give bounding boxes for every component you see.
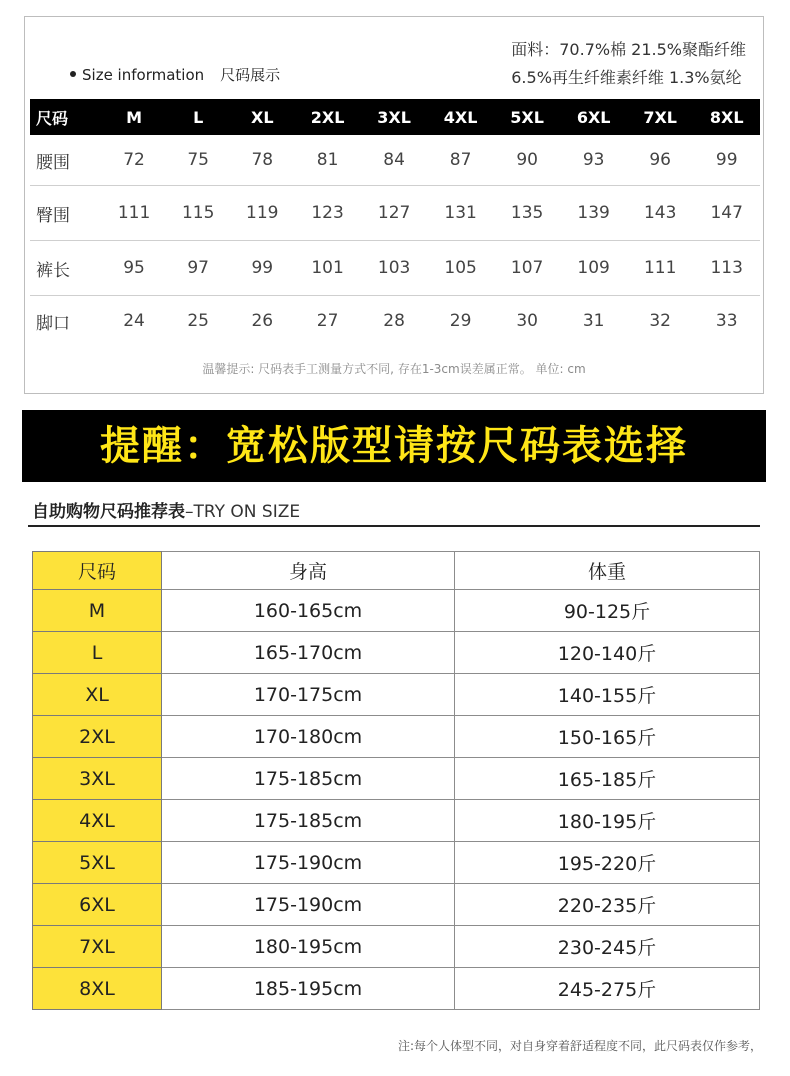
recommend-weight-cell: 230-245斤: [455, 926, 760, 968]
spec-cell: 32: [649, 311, 671, 331]
size-spec-table: [30, 99, 760, 346]
recommend-row: [33, 968, 760, 1010]
spec-cell: 111: [102, 186, 166, 241]
spec-cell: 裤长: [30, 241, 102, 296]
size-recommend-table: [32, 551, 760, 1010]
spec-cell: 139: [560, 186, 627, 241]
spec-cell: 131: [427, 186, 494, 241]
recommend-height-cell: 165-170cm: [162, 632, 455, 674]
spec-cell: 101: [294, 241, 361, 296]
fabric-composition: [511, 36, 746, 92]
spec-header-cell: 4XL: [427, 99, 494, 135]
recommend-row: [33, 632, 760, 674]
recommend-row: [33, 800, 760, 842]
size-info-en: Size information: [82, 66, 205, 84]
recommend-size-cell: 2XL: [33, 716, 162, 758]
recommend-height-cell: 170-180cm: [162, 716, 455, 758]
bullet-icon: [70, 71, 76, 77]
spec-cell: 95: [102, 241, 166, 296]
recommend-size-cell: 4XL: [33, 800, 162, 842]
recommend-weight-cell: 180-195斤: [455, 800, 760, 842]
recommend-size-cell: XL: [33, 674, 162, 716]
spec-cell: 109: [560, 241, 627, 296]
spec-cell: 135: [494, 186, 561, 241]
measurement-tip: 温馨提示: 尺码表手工测量方式不同, 存在1-3cm误差属正常。 单位: cm: [202, 362, 586, 376]
spec-cell: 107: [494, 241, 561, 296]
spec-cell: 25: [187, 311, 209, 331]
recommend-height-cell: 185-195cm: [162, 968, 455, 1010]
spec-row-length: [30, 241, 760, 296]
recommend-height-cell: 175-190cm: [162, 842, 455, 884]
recommend-size-cell: 8XL: [33, 968, 162, 1010]
recommend-weight-cell: 165-185斤: [455, 758, 760, 800]
spec-cell: 111: [627, 241, 694, 296]
recommend-title-en: –TRY ON SIZE: [185, 502, 301, 522]
recommend-weight-cell: 120-140斤: [455, 632, 760, 674]
spec-cell: 28: [383, 311, 405, 331]
size-info-heading: [70, 64, 280, 85]
spec-cell: 26: [251, 311, 274, 331]
recommend-row: [33, 842, 760, 884]
spec-cell: 24: [123, 311, 145, 331]
spec-cell: 97: [166, 241, 230, 296]
recommend-height-cell: 180-195cm: [162, 926, 455, 968]
spec-header-cell: 7XL: [627, 99, 694, 135]
recommend-row: [33, 674, 760, 716]
spec-header-cell: XL: [230, 99, 294, 135]
spec-cell: 113: [693, 241, 760, 296]
recommend-title-cn: 自助购物尺码推荐表: [32, 502, 185, 522]
spec-header-cell: 6XL: [560, 99, 627, 135]
spec-cell: 123: [294, 186, 361, 241]
recommend-weight-cell: 150-165斤: [455, 716, 760, 758]
spec-cell: 143: [627, 186, 694, 241]
recommend-row: [33, 926, 760, 968]
spec-cell: 99: [230, 241, 294, 296]
spec-header-cell: L: [166, 99, 230, 135]
recommend-row: [33, 758, 760, 800]
spec-cell: 115: [166, 186, 230, 241]
spec-cell: 147: [693, 186, 760, 241]
recommend-height-cell: 175-185cm: [162, 800, 455, 842]
recommend-size-cell: 5XL: [33, 842, 162, 884]
fabric-line-2: 6.5%再生纤维素纤维 1.3%氨纶: [511, 68, 742, 87]
spec-cell: 105: [427, 241, 494, 296]
spec-cell: 腰围: [30, 135, 102, 186]
recommend-weight-cell: 140-155斤: [455, 674, 760, 716]
spec-cell: 27: [316, 311, 339, 331]
spec-header-cell: 3XL: [361, 99, 428, 135]
spec-row-hip: [30, 186, 760, 241]
recommend-header-cell: 身高: [162, 552, 455, 590]
recommend-weight-cell: 90-125斤: [455, 590, 760, 632]
recommend-row: [33, 590, 760, 632]
spec-row-hem: [30, 296, 760, 347]
loose-fit-banner: 提醒：宽松版型请按尺码表选择: [22, 410, 766, 482]
spec-header-cell: 5XL: [494, 99, 561, 135]
size-info-cn: 尺码展示: [220, 66, 281, 84]
recommend-header-cell: 尺码: [33, 552, 162, 590]
recommend-row: [33, 716, 760, 758]
recommend-size-cell: L: [33, 632, 162, 674]
spec-cell: 脚口: [36, 313, 70, 334]
recommend-height-cell: 175-190cm: [162, 884, 455, 926]
spec-cell: 臀围: [30, 186, 102, 241]
recommend-size-cell: M: [33, 590, 162, 632]
spec-header-cell: 尺码: [30, 99, 102, 135]
recommend-size-cell: 7XL: [33, 926, 162, 968]
spec-cell: 93: [560, 135, 627, 186]
recommend-weight-cell: 220-235斤: [455, 884, 760, 926]
recommend-header-row: [33, 552, 760, 590]
spec-header-cell: M: [102, 99, 166, 135]
spec-cell: 119: [230, 186, 294, 241]
spec-header-row: [30, 99, 760, 135]
title-divider: [28, 525, 760, 527]
spec-cell: 99: [693, 135, 760, 186]
recommend-size-cell: 6XL: [33, 884, 162, 926]
recommend-size-cell: 3XL: [33, 758, 162, 800]
spec-cell: 87: [427, 135, 494, 186]
spec-cell: 81: [294, 135, 361, 186]
spec-cell: 96: [627, 135, 694, 186]
spec-header-cell: 8XL: [693, 99, 760, 135]
recommend-height-cell: 175-185cm: [162, 758, 455, 800]
recommend-row: [33, 884, 760, 926]
fabric-line-1: 面料：70.7%棉 21.5%聚酯纤维: [511, 40, 746, 59]
recommend-height-cell: 160-165cm: [162, 590, 455, 632]
spec-cell: 30: [516, 311, 538, 331]
spec-row-waist: [30, 135, 760, 186]
recommend-height-cell: 170-175cm: [162, 674, 455, 716]
spec-cell: 90: [494, 135, 561, 186]
spec-cell: 31: [582, 311, 605, 331]
spec-cell: 84: [361, 135, 428, 186]
recommend-weight-cell: 195-220斤: [455, 842, 760, 884]
spec-cell: 127: [361, 186, 428, 241]
spec-cell: 33: [715, 311, 738, 331]
recommend-weight-cell: 245-275斤: [455, 968, 760, 1010]
spec-cell: 78: [230, 135, 294, 186]
spec-cell: 103: [361, 241, 428, 296]
recommend-title: [32, 497, 300, 522]
spec-cell: 75: [166, 135, 230, 186]
recommend-header-cell: 体重: [455, 552, 760, 590]
spec-cell: 29: [449, 311, 472, 331]
spec-header-cell: 2XL: [294, 99, 361, 135]
reference-note: 注:每个人体型不同，对自身穿着舒适程度不同，此尺码表仅作参考，: [397, 1039, 762, 1053]
spec-cell: 72: [102, 135, 166, 186]
